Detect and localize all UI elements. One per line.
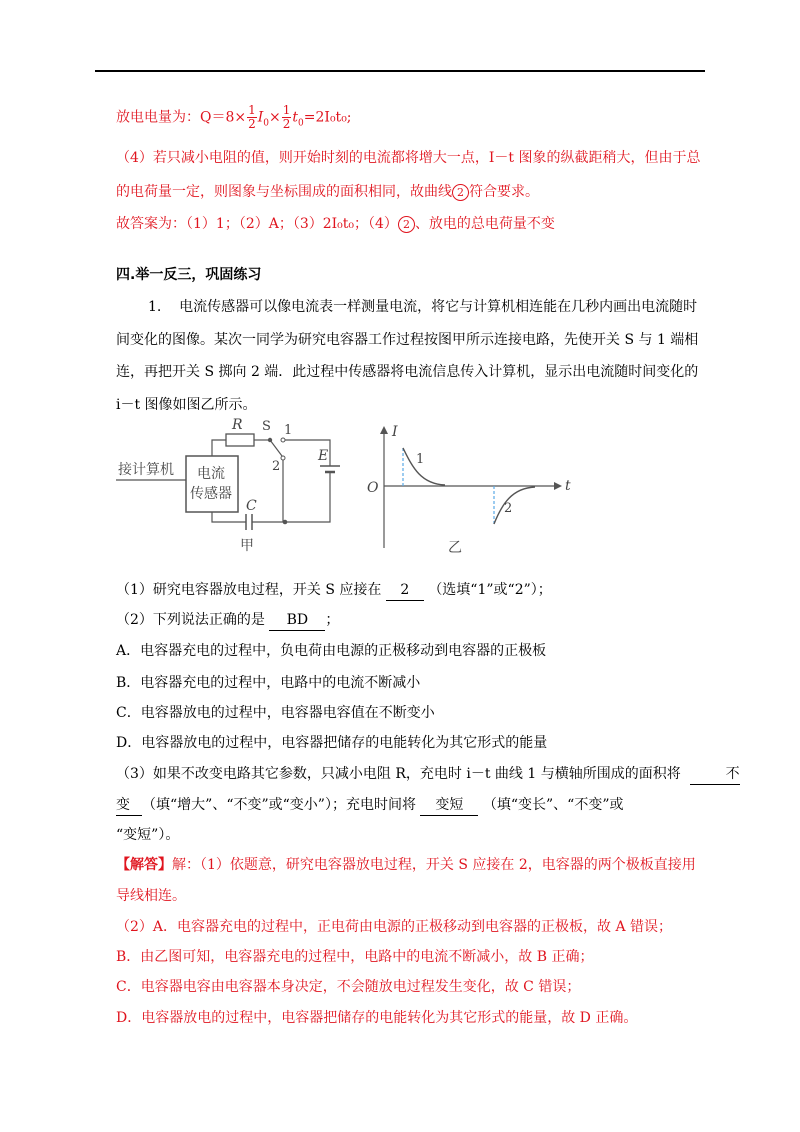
i-axis-label: I [392, 424, 398, 440]
option-d: D．电容器放电的过程中，电容器把储存的电能转化为其它形式的能量 [116, 735, 548, 751]
charge-formula: 放电电量为：Q＝8× $\frac{1}{2}$ $I_0\times$ $\frac{1}{2}$ $t_0=2I_0t_0$; [116, 103, 352, 131]
capacitor-label: C [246, 498, 257, 514]
header-rule [95, 70, 705, 72]
q3-answer-2: 变短 [420, 795, 478, 816]
option-b: B．电容器充电的过程中，电路中的电流不断减小 [116, 675, 421, 691]
circled-number: 2 [398, 216, 415, 233]
caption-yi: 乙 [448, 540, 462, 556]
section-title: 四.举一反三，巩固练习 [116, 267, 262, 283]
switch-blade [270, 440, 282, 456]
curve2-label: 2 [504, 501, 513, 516]
item4-line1: （4）若只减小电阻的值，则开始时刻的电流都将增大一点，I－t 图象的纵截距稍大，但由于总 [116, 150, 701, 166]
option-c: C．电容器放电的过程中，电容器电容值在不断变小 [116, 705, 435, 721]
circled-number: 2 [452, 184, 469, 201]
sensor-label-2: 传感器 [190, 486, 232, 502]
curve-2 [494, 487, 535, 524]
curve1-label: 1 [416, 452, 425, 467]
origin-label: O [367, 480, 379, 496]
item4-line2: 的电荷量一定，则图象与坐标围成的面积相同，故曲线 2 符合要求。 [116, 184, 539, 200]
figure-circuit-and-graph [0, 418, 800, 558]
computer-label: 接计算机 [118, 462, 174, 478]
problem-line1: 1. 电流传感器可以像电流表一样测量电流，将它与计算机相连能在几秒内画出电流随时 [148, 299, 698, 315]
problem-line3: 连，再把开关 S 掷向 2 端．此过程中传感器将电流信息传入计算机，显示出电流随时间变化的 [116, 364, 699, 380]
question-1: （1）研究电容器放电过程，开关 S 应接在 2 （选填“1”或“2”）； [116, 580, 552, 601]
question-2: （2）下列说法正确的是 BD ； [116, 610, 339, 631]
solution-line6: D．电容器放电的过程中，电容器把储存的电能转化为其它形式的能量，故 D 正确。 [116, 1010, 638, 1026]
solution-line4: B．由乙图可知，电容器充电的过程中，电路中的电流不断减小，故 B 正确； [116, 949, 594, 965]
resistor-label: R [232, 418, 243, 433]
question-3-line3: “变短”）。 [116, 827, 180, 843]
battery-label: E [318, 448, 329, 464]
question-3-line2: 变 （填“增大”、“不变”或“变小”）；充电时间将 变短 （填“变长”、“不变”或 [116, 795, 624, 816]
solution-line2: 导线相连。 [116, 888, 186, 904]
q2-answer: BD [269, 610, 325, 631]
t-axis-label: t [565, 478, 571, 494]
switch-label: S [262, 419, 271, 434]
solution-line1: 【解答】解：（1）依题意，研究电容器放电过程，开关 S 应接在 2，电容器的两个极板直接用 [116, 857, 696, 873]
resistor [226, 434, 254, 446]
option-a: A．电容器充电的过程中，负电荷由电源的正极移动到电容器的正极板 [116, 643, 547, 659]
caption-jia: 甲 [240, 538, 254, 554]
problem-line2: 间变化的图像。某次一同学为研究电容器工作过程按图甲所示连接电路，先使开关 S 与 1 端相 [116, 332, 699, 348]
q1-answer: 2 [386, 580, 424, 601]
solution-line3: （2）A．电容器充电的过程中，正电荷由电源的正极移动到电容器的正极板，故 A 错误； [116, 919, 673, 935]
problem-line4: i－t 图像如图乙所示。 [116, 397, 257, 413]
solution-line5: C．电容器电容由电容器本身决定，不会随放电过程发生变化，故 C 错误； [116, 979, 581, 995]
question-3-line1: （3）如果不改变电路其它参数，只减小电阻 R，充电时 i－t 曲线 1 与横轴所围成的面积将 不 [116, 764, 740, 785]
sensor-box [186, 456, 238, 512]
switch-pos-2: 2 [272, 459, 281, 474]
sensor-label-1: 电流 [197, 466, 225, 482]
switch-pos-1: 1 [284, 423, 293, 438]
answer-summary: 故答案为：（1）1；（2）A；（3）2I₀t₀；（4） 2 、放电的总电荷量不变 [116, 216, 555, 232]
